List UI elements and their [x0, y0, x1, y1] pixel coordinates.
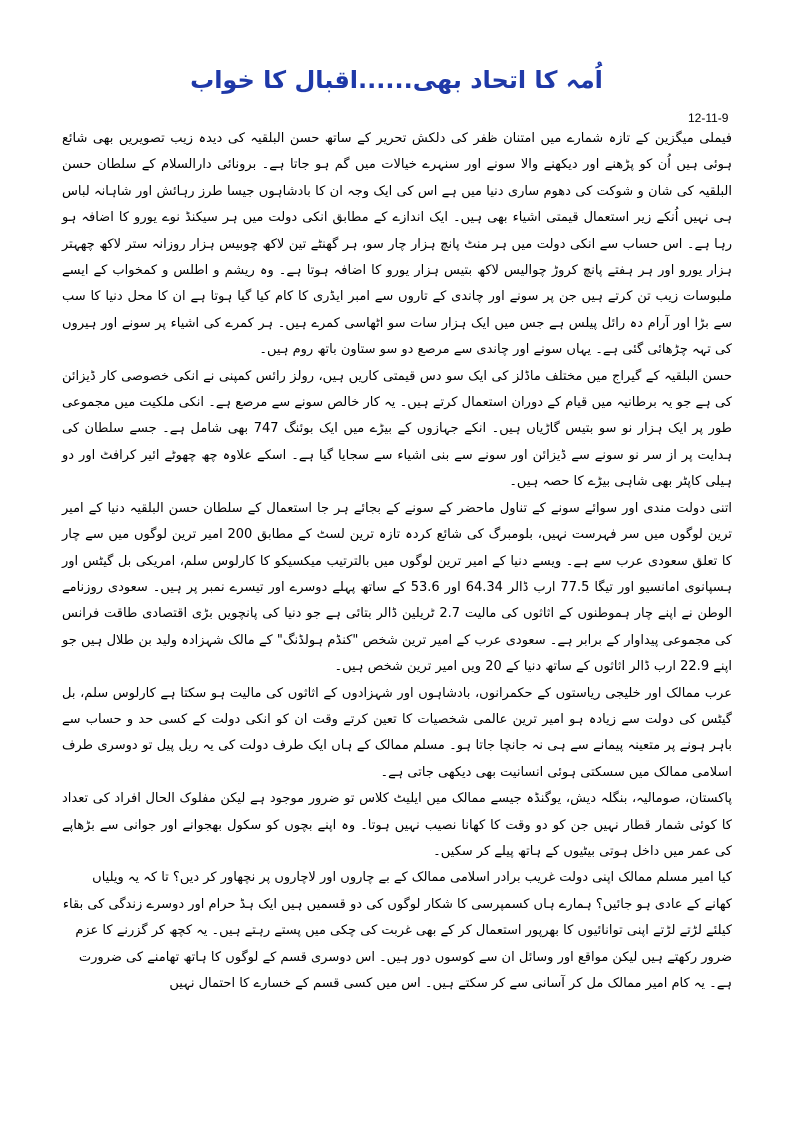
paragraph-richest-people: اتنی دولت مندی اور سوائے سونے کے تناول ماحضر کے سونے کے بجائے ہر جا استعمال کے سلطان حسن البلقیہ دنیا کے امیر ترین لوگوں میں سر فہرست نہیں، بلومبرگ کی شائع کردہ تازہ ترین لسٹ کے مطابق 200 امیر ترین لوگوں میں سے چار کا تعلق سعودی عرب سے ہے۔ ویسے دنیا کے امیر ترین لوگوں میں بالترتیب میکسیکو کا کارلوس سلم، امریکی بل گیٹس اور ہسپانوی امانسیو اور تیگا 77.5 ارب ڈالر 64.34 اور 53.6 کے ساتھ پہلے دوسرے اور تیسرے نمبر پر ہیں۔ سعودی روزنامے الوطن نے اپنے چار ہموطنوں کے اثاثوں کی مالیت 2.7 ٹریلین ڈالر بتائی ہے جو دنیا کی پانچویں بڑی اقتصادی طاقت فرانس کی مجموعی پیداوار کے برابر ہے۔ سعودی عرب کے امیر ترین شخص "کنڈم ہولڈنگ" کے مالک شہزادہ ولید بن طلال ہیں جو اپنے 22.9 ارب ڈالر اثاثوں کے ساتھ دنیا کے 20 ویں امیر ترین شخص ہیں۔	[62, 500, 732, 675]
paragraph-cars-aircraft: حسن البلقیہ کے گیراج میں مختلف ماڈلز کی ایک سو دس قیمتی کاریں ہیں، رولز رائس کمپنی نے انکی خصوصی کار ڈیزائن کی ہے جو یہ برطانیہ میں قیام کے دوران استعمال کرتے ہیں۔ یہ کار خالص سونے سے مرصع ہے۔ انکی ملکیت میں مجموعی طور پر ایک ہزار نو سو بتیس گاڑیاں ہیں۔ انکے جہازوں کے بیڑے میں ایک بوئنگ 747 بھی شامل ہے۔ جسے سلطان کی ہدایت پر از سر نو سونے سے ڈیزائن اور سونے سے بنی اشیاء سے سجایا گیا ہے۔ اسکے علاوہ چھ چھوٹے ائیر کرافٹ اور دو ہیلی کاپٹر بھی شاہی بیڑے کا حصہ ہیں۔	[62, 368, 733, 490]
article-title: اُمہ کا اتحاد بھی......اقبال کا خواب	[190, 66, 603, 94]
article-body	[62, 126, 732, 997]
paragraph-conclusion: کیا امیر مسلم ممالک اپنی دولت غریب برادر اسلامی ممالک کے بے چاروں اور لاچاروں پر نچھاور کر دیں؟ تا کہ یہ ویلیاں کھانے کے عادی ہو جائیں؟ ہمارے ہاں کسمپرسی کا شکار لوگوں کی دو قسمیں ہیں ایک ہڈ حرام اور دوسرے زندگی کی بقاء کیلئے لڑتے لڑتے اپنی توانائیوں کا بھرپور استعمال کر کے بھی غربت کی چکی میں پستے رہتے ہیں۔ یہ کچھ کر گزرنے کا عزم ضرور رکھتے ہیں لیکن مواقع اور وسائل ان سے کوسوں دور ہیں۔ اس دوسری قسم کے لوگوں کا ہاتھ تھامنے کی ضرورت ہے۔ یہ کام امیر ممالک مل کر آسانی سے کر سکتے ہیں۔ اس میں کسی قسم کے خسارے کا احتمال نہیں	[62, 870, 732, 991]
article-date: 12-11-9	[688, 111, 729, 125]
paragraph-gulf-rulers: عرب ممالک اور خلیجی ریاستوں کے حکمرانوں، بادشاہوں اور شہزادوں کے اثاثوں کی مالیت ہو سکتا ہے کارلوس سلم، بل گیٹس کی دولت سے زیادہ ہو امیر ترین عالمی شخصیات کا تعین کرتے وقت ان کو انکی دولت کے کسی حد و حساب سے باہر ہونے پر متعینہ پیمانے سے ہی نہ جانچا جاتا ہو۔ مسلم ممالک کے ہاں ایک طرف دولت کی یہ ریل پیل تو دوسری طرف اسلامی ممالک میں سسکتی ہوئی انسانیت بھی دیکھی جاتی ہے۔	[62, 685, 732, 780]
paragraph-poor-countries: پاکستان، صومالیہ، بنگلہ دیش، یوگنڈہ جیسے ممالک میں ایلیٹ کلاس تو ضرور موجود ہے لیکن مفلوک الحال افراد کی تعداد کا کوئی شمار قطار نہیں جن کو دو وقت کا کھانا نصیب نہیں ہوتا۔ وہ اپنے بچوں کو سکول بھجوانے اور جوانی سے بڑھاپے کی عمر میں داخل ہوتی بیٹیوں کے ہاتھ پیلے کر سکیں۔	[62, 791, 732, 859]
paragraph-sultan-wealth: فیملی میگزین کے تازہ شمارے میں امتنان ظفر کی دلکش تحریر کے ساتھ حسن البلقیہ کی دیدہ زیب تصویریں بھی شائع ہوئی ہیں اُن کو پڑھنے اور دیکھنے والا سونے اور سنہرے خیالات میں گم ہو جاتا ہے۔ برونائی دارالسلام کے سلطان حسن البلقیہ کی شان و شوکت کی دھوم ساری دنیا میں ہے اس کی ایک وجہ ان کا بادشاہوں جیسا طرز رہائش اور شاہانہ لباس ہی نہیں اُنکے زیر استعمال قیمتی اشیاء بھی ہیں۔ ایک اندازے کے مطابق انکی دولت میں ہر سیکنڈ نوے یورو کا اضافہ ہو رہا ہے۔ اس حساب سے انکی دولت میں ہر منٹ پانچ ہزار چار سو، ہر گھنٹے تین لاکھ چوبیس ہزار روزانہ ستر لاکھ چھہتر ہزار یورو اور ہر ہفتے پانچ کروڑ چوالیس لاکھ بتیس ہزار یورو کا اضافہ ہوتا ہے۔ وہ ریشم و اطلس و کمخواب کے ایسے ملبوسات زیب تن کرتے ہیں جن پر سونے اور چاندی کے تاروں سے امبر ایڈری کا کام کیا گیا ہوتا ہے ان کا محل دنیا کا سب سے بڑا اور آرام دہ رائل پیلس ہے جس میں ایک ہزار سات سو اٹھاسی کمرے ہیں۔ ہر کمرے کی اشیاء پر سونے اور ہیروں کی تہہ چڑھائی گئی ہے۔ یہاں سونے اور چاندی سے مرصع دو سو ستاون باتھ روم ہیں۔	[62, 131, 732, 358]
